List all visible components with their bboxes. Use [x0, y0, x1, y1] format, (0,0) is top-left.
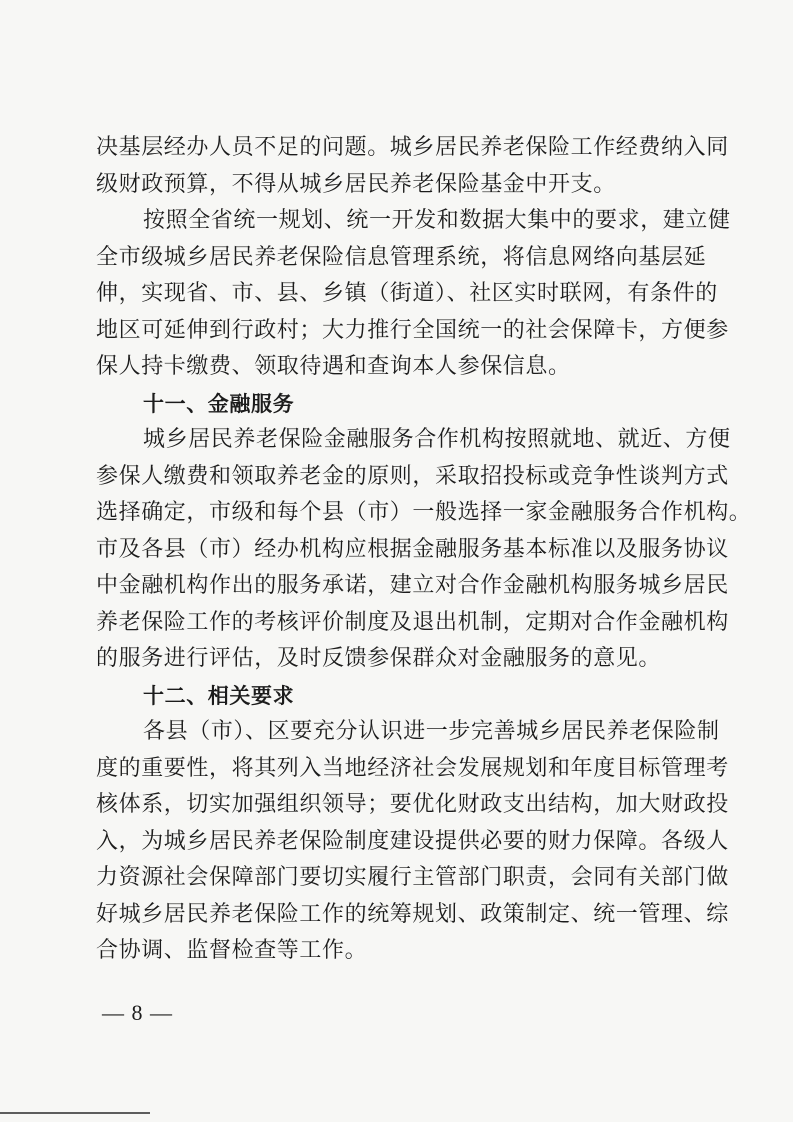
text-line: 按照全省统一规划、统一开发和数据大集中的要求，建立健: [143, 208, 731, 233]
text-line: 入，为城乡居民养老保险制度建设提供必要的财力保障。各级人: [96, 828, 729, 854]
text-line: 各县（市）、区要充分认识进一步完善城乡居民养老保险制: [143, 719, 720, 744]
section-heading: 十一、金融服务: [143, 391, 295, 416]
text-line: 市及各县（市）经办机构应根据金融服务基本标准以及服务协议: [96, 536, 729, 562]
text-line: 中金融机构作出的服务承诺，建立对合作金融机构服务城乡居民: [96, 573, 729, 598]
text-line: 核体系，切实加强组织领导；要优化财政支出结构，加大财政投: [96, 792, 729, 817]
text-line: 养老保险工作的考核评价制度及退出机制，定期对合作金融机构: [96, 609, 729, 635]
text-line: 度的重要性，将其列入当地经济社会发展规划和年度目标管理考: [96, 755, 729, 781]
text-line: 保人持卡缴费、领取待遇和查询本人参保信息。: [96, 354, 571, 379]
text-line: 的服务进行评估，及时反馈参保群众对金融服务的意见。: [96, 646, 662, 671]
text-line: 参保人缴费和领取养老金的原则，采取招投标或竞争性谈判方式: [96, 463, 729, 489]
text-line: 伸，实现省、市、县、乡镇（街道）、社区实时联网，有条件的: [96, 281, 718, 306]
body-text: [96, 130, 752, 970]
text-line: 力资源社会保障部门要切实履行主管部门职责，会同有关部门做: [96, 865, 729, 890]
page-number: — 8 —: [102, 1000, 173, 1025]
text-line: 城乡居民养老保险金融服务合作机构按照就地、就近、方便: [143, 427, 731, 452]
scan-edge-line: [0, 1112, 150, 1114]
text-line: 好城乡居民养老保险工作的统筹规划、政策制定、统一管理、综: [96, 901, 729, 927]
text-line: 地区可延伸到行政村；大力推行全国统一的社会保障卡，方便参: [96, 317, 729, 343]
text-line: 选择确定，市级和每个县（市）一般选择一家金融服务合作机构。: [96, 500, 752, 525]
text-line: 合协调、监督检查等工作。: [96, 938, 368, 963]
section-heading: 十二、相关要求: [143, 683, 295, 708]
text-line: 级财政预算，不得从城乡居民养老保险基金中开支。: [96, 171, 616, 197]
text-line: 决基层经办人员不足的问题。城乡居民养老保险工作经费纳入同: [96, 135, 729, 160]
text-line: 全市级城乡居民养老保险信息管理系统，将信息网络向基层延: [96, 244, 707, 270]
